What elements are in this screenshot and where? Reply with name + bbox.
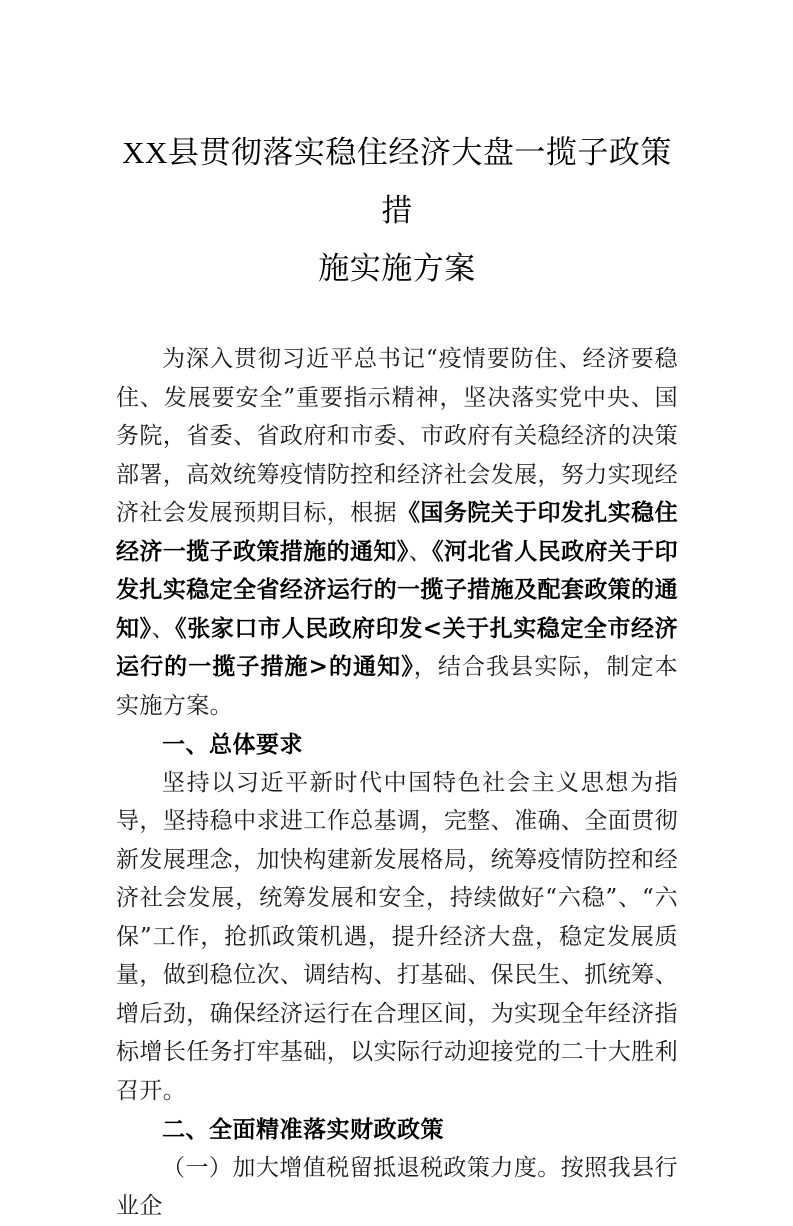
cited-document-state-council: 《国务院关于印发扎实稳住经济一揽子政策措施的通知》 bbox=[116, 499, 678, 565]
preamble-text-lead: 为深入贯彻习近平总书记“疫情要防住、经济要稳住、发展要安全”重要指示精神，坚决落实党中央、国务院，省委、省政府和市委、市政府有关稳经济的决策部署，高效统筹疫情防控和经济社会发展，努力实现经济社会发展预期目标，根据 bbox=[116, 346, 678, 526]
cited-document-hebei-province: 《河北省人民政府关于印发扎实稳定全省经济运行的一揽子措施及配套政策的通知》 bbox=[116, 537, 679, 642]
preamble-paragraph bbox=[116, 340, 678, 725]
preamble-separator-1: 、 bbox=[408, 538, 433, 565]
document-title-line-2: 施实施方案 bbox=[318, 251, 476, 286]
section-1-body-paragraph: 坚持以习近平新时代中国特色社会主义思想为指导，坚持稳中求进工作总基调，完整、准确、全面贯彻新发展理念，加快构建新发展格局，统筹疫情防控和经济社会发展，统筹发展和安全，持续做好“六稳”、“六保”工作，抢抓政策机遇，提升经济大盘，稳定发展质量，做到稳位次、调结构、打基础、保民生、抓统筹、增后劲，确保经济运行在合理区间，为实现全年经济指标增长任务打牢基础，以实际行动迎接党的二十大胜利召开。 bbox=[116, 769, 678, 1104]
section-heading-1: 一、总体要求 bbox=[162, 731, 303, 757]
section-2-item-1-paragraph: （一）加大增值税留抵退税政策力度。按照我县行业企 bbox=[116, 1154, 678, 1219]
page-content-area bbox=[116, 0, 678, 1226]
cited-document-zhangjiakou-city: 《张家口市人民政府印发<关于扎实稳定全市经济运行的一揽子措施>的通知》 bbox=[116, 614, 678, 680]
preamble-separator-2: 、 bbox=[151, 615, 176, 642]
document-title-line-1: XX县贯彻落实稳住经济大盘一揽子政策措 bbox=[122, 135, 672, 228]
preamble-text-tail: ，结合我县实际，制定本实施方案。 bbox=[116, 654, 678, 719]
document-title bbox=[116, 0, 678, 298]
section-heading-2: 二、全面精准落实财政政策 bbox=[162, 1116, 444, 1142]
